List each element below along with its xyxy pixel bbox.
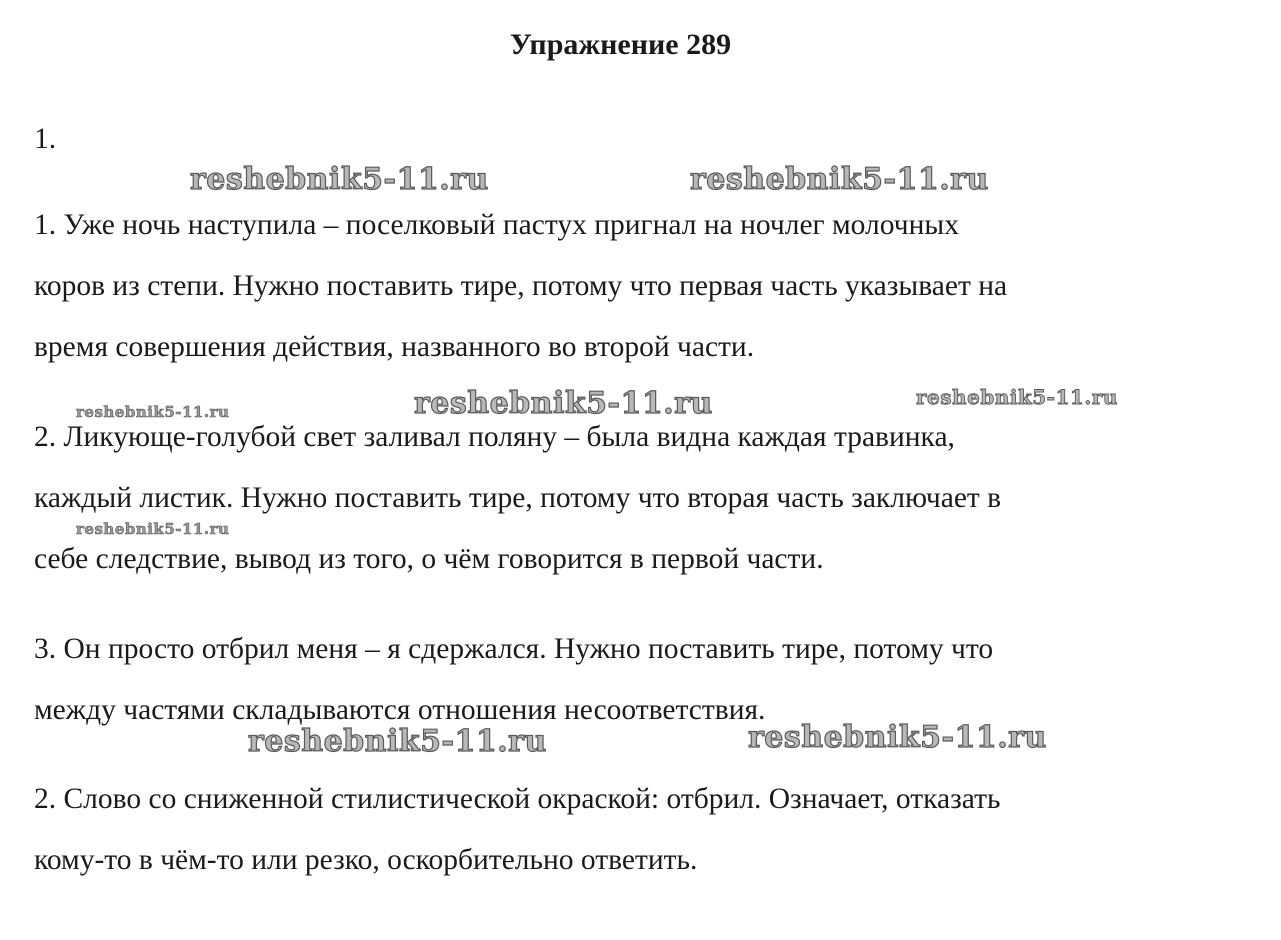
text-line: себе следствие, вывод из того, о чём говорится в первой части. [34, 543, 824, 575]
text-line: кому-то в чём-то или резко, оскорбительно ответить. [34, 844, 698, 876]
text-line: коров из степи. Нужно поставить тире, потому что первая часть указывает на [34, 270, 1008, 302]
text-line: 2. Ликующе-голубой свет заливал поляну – была видна каждая травинка, [34, 421, 955, 453]
section-number: 1. [34, 123, 57, 155]
watermark: reshebnik5-11.ru [76, 520, 230, 538]
text-line: время совершения действия, названного во второй части. [34, 331, 755, 363]
text-line: 3. Он просто отбрил меня – я сдержался. Нужно поставить тире, потому что [34, 633, 994, 665]
text-line: 2. Слово со сниженной стилистической окраской: отбрил. Означает, отказать [34, 783, 1001, 815]
watermark: reshebnik5-11.ru [916, 385, 1118, 409]
text-line: каждый листик. Нужно поставить тире, потому что вторая часть заключает в [34, 482, 1002, 514]
watermark: reshebnik5-11.ru [76, 403, 230, 421]
watermark: reshebnik5-11.ru [190, 162, 489, 197]
text-line: между частями складываются отношения несоответствия. [34, 694, 766, 726]
exercise-title: Упражнение 289 [509, 28, 732, 61]
watermark: reshebnik5-11.ru [690, 162, 989, 197]
watermark: reshebnik5-11.ru [414, 386, 713, 421]
text-line: 1. Уже ночь наступила – поселковый пастух пригнал на ночлег молочных [34, 209, 959, 241]
watermark: reshebnik5-11.ru [248, 724, 547, 759]
watermark: reshebnik5-11.ru [748, 720, 1047, 755]
